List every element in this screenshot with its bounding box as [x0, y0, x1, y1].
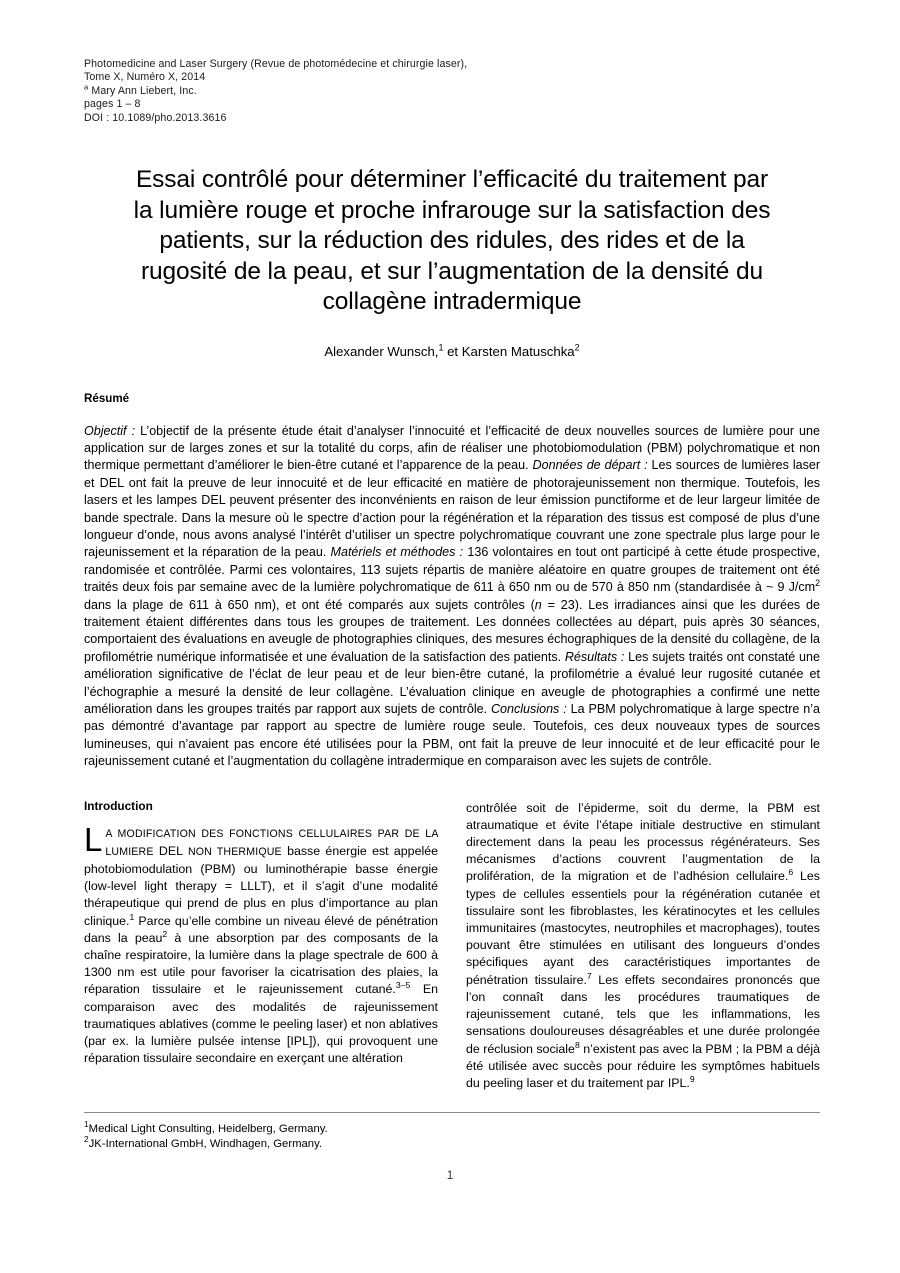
citation-ref-8: 8 [574, 1039, 580, 1050]
page-number: 1 [446, 1168, 454, 1182]
journal-doi-line: DOI : 10.1089/pho.2013.3616 [84, 111, 227, 124]
intro-right-text-c: Les effets secondaires prononcés que l’on connaît dans les procédures traumatiques de rajeunissement cutané, tels que les inflammations, les sensations douloureuses désagréables et une durée prolongée de réclusion sociale [466, 972, 820, 1056]
citation-ref-7: 7 [586, 970, 592, 981]
citation-ref-2: 2 [162, 928, 168, 939]
citation-ref-1: 1 [129, 911, 135, 922]
intro-left-text-d: En comparaison avec des modalités de rajeunissement traumatiques ablatives (comme le peeling laser) et non ablatives (par ex. la lumière pulsée intense [IPL]), qui provoquent une réparation tissulaire secondaire en exerçant une altération [84, 982, 438, 1066]
publisher-superscript: a [84, 82, 89, 92]
author-one-affiliation-marker: 1 [438, 342, 444, 353]
intro-right-text-d: n’existent pas avec la PBM ; la PBM a déjà été utilisée avec succès pour réduire les symptômes habituels du peeling laser et du traitement par IPL. [466, 1041, 820, 1090]
smallcaps-opening-c: NON THERMIQUE [187, 845, 282, 858]
abstract-label-conclusions: Conclusions : [490, 702, 567, 717]
footnote-one-text: Medical Light Consulting, Heidelberg, Germany. [88, 1123, 328, 1135]
abstract-text-resultats: Les sujets traités ont constaté une amélioration significative de l’éclat de leur peau et de leur bien-être cutané, la profilométrie a évalué leur rugosité cutanée et l’échographie a mesuré la densité de leur collagène. L’évaluation clinique en aveugle de photographies a confirmé une nette amélioration dans les groupes traités par rapport aux sujets de contrôle. [84, 649, 820, 717]
footnote-two-marker: 2 [84, 1133, 89, 1144]
abstract-label-materiels: Matériels et méthodes : [330, 545, 464, 560]
smallcaps-opening-b: LUMIERE [105, 845, 154, 858]
footnotes-block [84, 1119, 584, 1151]
journal-publisher-line [84, 82, 820, 98]
smallcaps-del: DEL [158, 843, 183, 858]
abstract-label-donnees: Données de départ : [532, 458, 648, 473]
abstract-text-conclusions: La PBM polychromatique à large spectre n’a pas démontré d’avantage par rapport au spectre de lumière rouge seule. Toutefois, ces deux nouveaux types de sources lumineuses, qui n’avaient pas encore été utilisées pour la PBM, ont fait la preuve de leur innocuité et de leur efficacité pour le rajeunissement cutané et l’augmentation du collagène intradermique en comparaison avec les sujets de contrôle. [84, 702, 820, 769]
authors-connector: et Karsten Matuschka [443, 343, 575, 359]
citation-ref-3-5: 3–5 [395, 980, 411, 991]
author-one: Alexander Wunsch, [324, 343, 439, 359]
introduction-heading: Introduction [84, 798, 153, 813]
introduction-left-column [84, 820, 438, 1068]
citation-ref-6: 6 [788, 867, 794, 878]
authors-line [84, 343, 820, 361]
citation-ref-9: 9 [689, 1073, 695, 1084]
smallcaps-opening-a: A MODIFICATION DES FONCTIONS CELLULAIRES PAR DE LA [105, 827, 438, 840]
footnote-one [84, 1119, 584, 1137]
journal-pages-line: pages 1 – 8 [84, 98, 141, 111]
abstract-text-materiels-a: 136 volontaires en tout ont participé à cette étude prospective, randomisée et contrôlée. Parmi ces volontaires, 113 sujets répartis de manière aléatoire en quatre groupes de traitement ont été traités deux fois par semaine avec de la lumière polychromatique de 611 à 650 nm ou de 570 à 850 nm (standardisée à ~ 9 J/cm [84, 545, 820, 595]
author-two-affiliation-marker: 2 [574, 342, 580, 353]
abstract-text-materiels-c: = 23). Les irradiances ainsi que les durées de traitement étaient différentes dans tous les groupes de traitement. Les données collectées au départ, puis après 30 séances, comportaient des évaluations en aveugle de photographies cliniques, des mesures échographiques de la densité du collagène, de la profilométrie numérique informatisée et une évaluation de la satisfaction des patients. [84, 597, 820, 664]
abstract-heading: Résumé [84, 391, 130, 405]
intro-left-text-c: à une absorption par des composants de la chaîne respiratoire, la lumière dans la plage spectrale de 600 à 1300 nm est utile pour favoriser la cicatrisation des plaies, la réparation tissulaire et le rajeunissement cutané. [84, 930, 438, 997]
intro-right-text-b: Les types de cellules essentiels pour la régénération cutanée et tissulaire sont les fibroblastes, les kératinocytes et les cellules immunitaires (mastocytes, neutrophiles et macrophages), toutes pouvant être stimulées en utilisant des longueurs d’ondes spécifiques ayant des caractéristiques importantes de pénétration tissulaire. [466, 869, 820, 987]
journal-volume-line: Tome X, Numéro X, 2014 [84, 71, 206, 84]
intro-left-text-b: Parce qu’elle combine un niveau élevé de pénétration dans la peau [84, 913, 438, 945]
superscript-cm2: 2 [815, 578, 820, 589]
footnote-two [84, 1133, 584, 1152]
page-title: Essai contrôlé pour déterminer l’efficacité du traitement par la lumière rouge et proche infrarouge sur la satisfaction des patients, sur la réduction des ridules, des rides et de la rugosité de la peau, et sur l’augmentation de la densité du collagène intradermique [133, 166, 771, 316]
publisher-name: Mary Ann Liebert, Inc. [88, 84, 197, 97]
abstract-label-objectif: Objectif : [84, 423, 136, 438]
page-content [84, 58, 820, 1092]
abstract-text-donnees: Les sources de lumières laser et DEL ont fait la preuve de leur innocuité et de leur efficacité en matière de photorajeunissement non thermique. Toutefois, les lasers et les lampes DEL peuvent présenter des inconvénients en raison de leur émission punctiforme et de leur largeur limitée de bande spectrale. Dans la mesure où le spectre d’action pour la régénération et la réparation des tissus est composé de plus d’une longueur d’onde, nous avons analysé l’intérêt d’utiliser un spectre polychromatique couvrant une zone spectrale plus large pour le rajeunissement et la réparation de la peau. [84, 458, 821, 560]
footnote-one-marker: 1 [84, 1119, 89, 1130]
introduction-right-column [466, 800, 820, 1092]
intro-right-text-a: contrôlée soit de l’épiderme, soit du derme, la PBM est atraumatique et évite l’étape initiale destructive en stimulant directement dans la peau les processus régénérateurs. Ses mécanismes d’actions couvrent l’augmentation de la prolifération, de la migration et de l’adhésion cellulaire. [466, 800, 820, 884]
journal-header [84, 58, 820, 125]
abstract-italic-n: n [534, 597, 542, 612]
intro-left-text-a: basse énergie est appelée photobiomodulation (PBM) ou luminothérapie basse énergie (low-level light therapy = LLLT), et il s’agit d’une modalité thérapeutique qui prend de plus en plus d’importance au plan clinique. [84, 843, 438, 928]
abstract-text-materiels-b: dans la plage de 611 à 650 nm), et ont été comparés aux sujets contrôles ( [84, 597, 535, 612]
footnote-divider [84, 1112, 820, 1113]
journal-title-line: Photomedicine and Laser Surgery (Revue de photomédecine et chirurgie laser), [84, 58, 468, 70]
footnote-two-text: JK-International GmbH, Windhagen, Germany. [88, 1137, 323, 1150]
abstract-label-resultats: Résultats : [564, 649, 625, 664]
drop-cap: L [84, 820, 103, 858]
abstract-body [84, 423, 820, 771]
abstract-text-objectif: L’objectif de la présente étude était d’analyser l’innocuité et l’efficacité de deux nouvelles sources de lumière pour une application sur de larges zones et sur la totalité du corps, afin de réaliser une photobiomodulation (PBM) polychromatique et non thermique permettant d’améliorer le bien-être cutané et l’apparence de la peau. [84, 423, 820, 473]
